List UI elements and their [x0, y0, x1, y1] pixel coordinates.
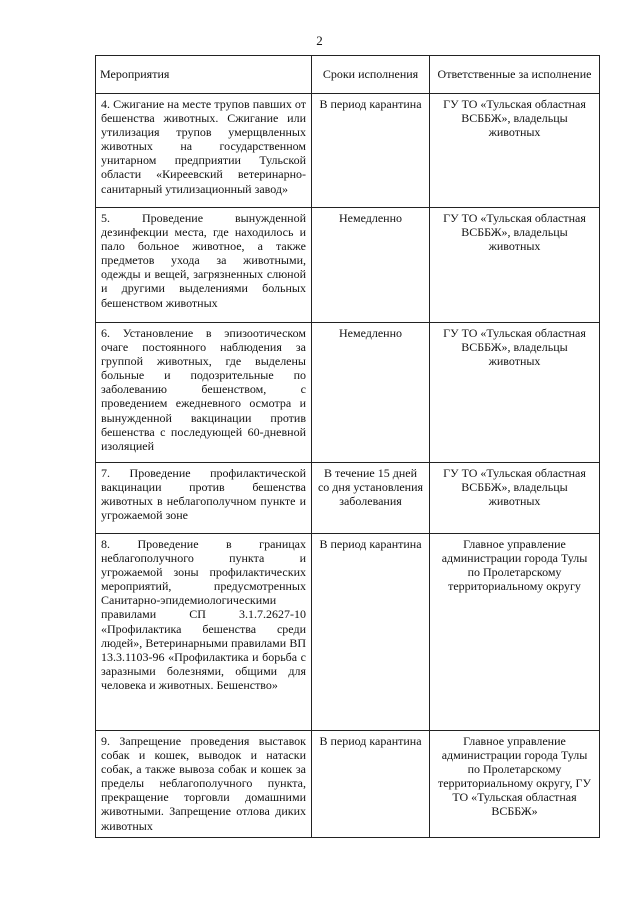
header-responsible: Ответственные за исполнение — [430, 56, 600, 94]
event-cell: 4. Сжигание на месте трупов павших от бешенства животных. Сжигание или утилизация трупов умерщвленных животных на государственном унитарном предприятии Тульской области «Киреевский ветеринарно-санитарный утилизационный завод» — [96, 94, 312, 208]
measures-table — [95, 55, 600, 838]
header-deadlines: Сроки исполнения — [312, 56, 430, 94]
deadline-cell: В период карантина — [312, 534, 430, 731]
responsible-cell: ГУ ТО «Тульская областная ВСББЖ», владельцы животных — [430, 323, 600, 463]
table-row — [96, 731, 600, 838]
event-cell: 6. Установление в эпизоотическом очаге постоянного наблюдения за группой животных, где выделены больные и подозрительные по заболеванию бешенством, с проведением ежедневного осмотра и вынужденной вакцинации против бешенства с последующей 60-дневной изоляцией — [96, 323, 312, 463]
page-number: 2 — [316, 33, 323, 48]
event-cell: 7. Проведение профилактической вакцинации против бешенства животных в неблагополучном пункте и угрожаемой зоне — [96, 463, 312, 534]
responsible-cell: ГУ ТО «Тульская областная ВСББЖ», владельцы животных — [430, 463, 600, 534]
table-row — [96, 208, 600, 323]
event-cell: 9. Запрещение проведения выставок собак и кошек, выводок и натаски собак, а также вывоза собак и кошек за пределы неблагополучного пункта, прекращение торговли домашними животными. Запрещение отлова диких животных — [96, 731, 312, 838]
deadline-cell: В период карантина — [312, 94, 430, 208]
responsible-cell: Главное управление администрации города Тулы по Пролетарскому территориальному округу — [430, 534, 600, 731]
deadline-cell: Немедленно — [312, 208, 430, 323]
deadline-cell: Немедленно — [312, 323, 430, 463]
table-row — [96, 463, 600, 534]
event-cell: 8. Проведение в границах неблагополучного пункта и угрожаемой зоны профилактических мероприятий, предусмотренных Санитарно-эпидемиологическими правилами СП 3.1.7.2627-10 «Профилактика бешенства среди людей», Ветеринарными правилами ВП 13.3.1103-96 «Профилактика и борьба с заразными болезнями, общими для человека и животных. Бешенство» — [96, 534, 312, 731]
table-header-row — [96, 56, 600, 94]
table-row — [96, 534, 600, 731]
responsible-cell: Главное управление администрации города Тулы по Пролетарскому территориальному округу, ГУ ТО «Тульская областная ВСББЖ» — [430, 731, 600, 838]
deadline-cell: В течение 15 дней со дня установления заболевания — [312, 463, 430, 534]
responsible-cell: ГУ ТО «Тульская областная ВСББЖ», владельцы животных — [430, 208, 600, 323]
header-events: Мероприятия — [96, 56, 312, 94]
table-row — [96, 94, 600, 208]
table-row — [96, 323, 600, 463]
responsible-cell: ГУ ТО «Тульская областная ВСББЖ», владельцы животных — [430, 94, 600, 208]
event-cell: 5. Проведение вынужденной дезинфекции места, где находилось и пало больное животное, а также предметов ухода за животными, одежды и вещей, загрязненных слюной и другими выделениями больных бешенством животных — [96, 208, 312, 323]
deadline-cell: В период карантина — [312, 731, 430, 838]
